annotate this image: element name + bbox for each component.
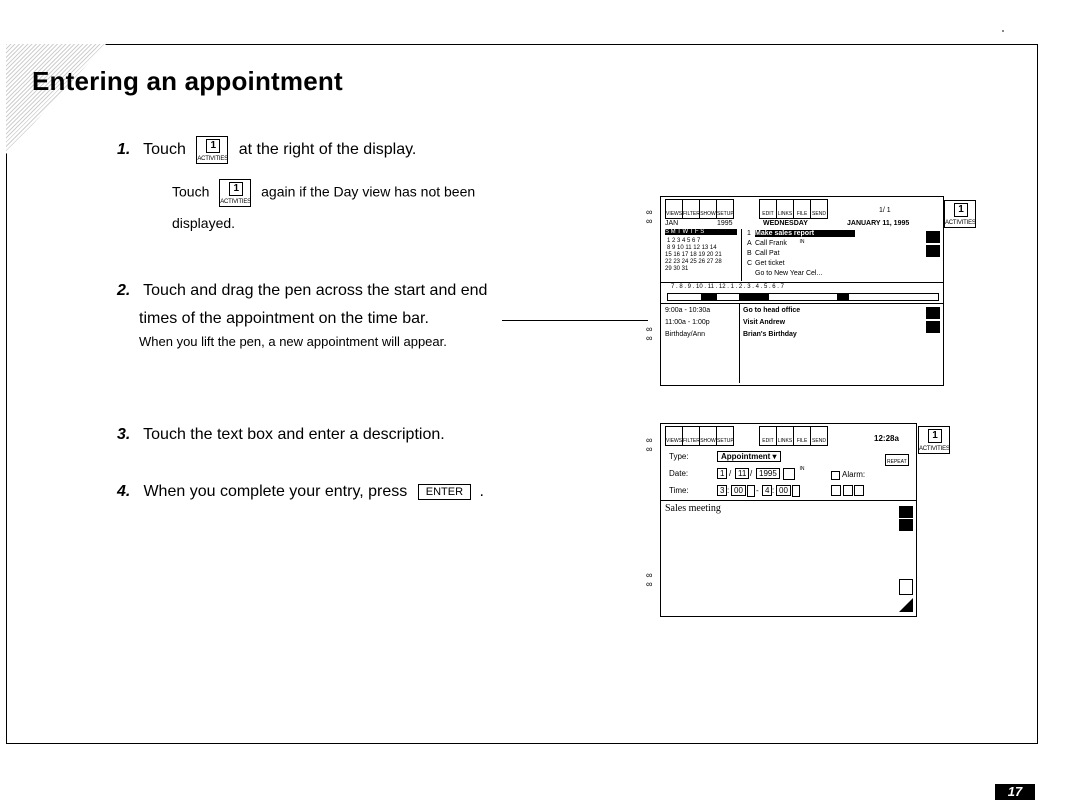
scan-mark xyxy=(1002,30,1004,32)
time-start-hour: 3 xyxy=(717,485,727,496)
date-year: 1995 xyxy=(756,468,780,479)
toolbar-show: SHOW xyxy=(699,426,717,446)
appt-time-2: 11:00a - 1:00p xyxy=(665,319,710,326)
activities-tab-glyph: 1 xyxy=(954,203,968,217)
todo-mark-4: C xyxy=(747,260,753,267)
header-date: JANUARY 11, 1995 xyxy=(847,220,910,227)
step-3 xyxy=(117,426,445,444)
step-2-number: 2. xyxy=(117,282,131,299)
binder-rings-1: ∞ ∞ ∞ ∞ xyxy=(646,207,653,343)
header-day: WEDNESDAY xyxy=(763,220,808,227)
step-1-sub-before: Touch xyxy=(172,183,210,200)
alarm-label: Alarm: xyxy=(842,470,866,479)
resize-corner-icon xyxy=(899,598,913,612)
date-stepper-icon xyxy=(783,468,795,480)
enter-key: ENTER xyxy=(418,484,471,500)
appt-time-1: 9:00a - 10:30a xyxy=(665,307,711,314)
activities-tab-label-2: ACTIVITIES xyxy=(919,446,950,452)
desc-scroll-up-icon xyxy=(899,506,913,518)
appt-text-3: Brian's Birthday xyxy=(743,331,797,338)
callout-leader-line xyxy=(502,320,648,321)
todo-mark-1: 1 xyxy=(747,230,751,237)
alarm-ampm-box xyxy=(854,485,864,496)
time-bar-segment-2 xyxy=(739,294,769,300)
toolbar-file-in: FILE IN xyxy=(793,426,811,446)
activities-page-glyph: 1 xyxy=(229,182,243,196)
appt-text-1: Go to head office xyxy=(743,307,801,314)
toolbar-send: SEND xyxy=(810,426,828,446)
todo-item-2: Call Frank xyxy=(755,240,787,247)
type-label: Type: xyxy=(669,452,689,461)
todo-item-4: Get ticket xyxy=(755,260,785,267)
time-end-minute: 00 xyxy=(776,485,791,496)
scroll-down-icon xyxy=(926,245,940,257)
step-1-number: 1. xyxy=(117,141,131,159)
cal-divider xyxy=(741,229,743,281)
appt-scroll-down-icon xyxy=(926,321,940,333)
time-end-ampm-icon xyxy=(792,485,800,497)
step-4 xyxy=(117,483,484,501)
toolbar-file-in: FILE IN xyxy=(793,199,811,219)
activities-tab-icon xyxy=(944,200,976,228)
toolbar-setup: SETUP xyxy=(716,426,734,446)
alarm-checkbox xyxy=(831,471,840,480)
step-1-sub-after: again if the Day view has not been xyxy=(261,183,476,200)
appt-top-rule xyxy=(661,303,943,305)
step-4-number: 4. xyxy=(117,483,131,500)
toolbar-edit: EDIT xyxy=(759,426,777,446)
toolbar-filter: FILTER xyxy=(682,199,700,219)
time-bar-segment-3 xyxy=(837,294,849,300)
cal-row-2: 8 9 10 11 12 13 14 xyxy=(667,245,717,251)
scroll-up-icon xyxy=(926,231,940,243)
step-4-after: . xyxy=(479,483,484,500)
cal-row-3: 15 16 17 18 19 20 21 xyxy=(665,252,722,258)
time-start-ampm-icon xyxy=(747,485,755,497)
appt-divider xyxy=(739,303,741,383)
toolbar-filter: FILTER xyxy=(682,426,700,446)
page-title: Entering an appointment xyxy=(32,66,343,96)
step-2-line1 xyxy=(117,282,487,300)
time-start-minute: 00 xyxy=(731,485,746,496)
activities-icon xyxy=(196,136,228,164)
step-2-line2: times of the appointment on the time bar. xyxy=(139,310,429,327)
day-view-screenshot xyxy=(660,196,944,386)
description-text: Sales meeting xyxy=(665,503,721,514)
timebar-ticks: 7 . 8 . 9 . 10 . 11 . 12 . 1 . 2 . 3 . 4 . 5 . 6 . 7 xyxy=(671,284,784,290)
toolbar-views: VIEWS xyxy=(665,199,683,219)
activities-page-glyph: 1 xyxy=(206,139,220,153)
new-appointment-screenshot: VIEWS FILTER SHOW SETUP EDIT LINKS FILE IN SEND 12:28a Type: Appointment ▾ REPEAT Date: 1 / 11 / 1995 Alarm: Time: 3 : 00 - 4 : 00 Sales meeting xyxy=(660,423,917,617)
alarm-minute-box xyxy=(843,485,853,496)
desc-scroll-down-icon xyxy=(899,519,913,531)
toolbar-edit: EDIT xyxy=(759,199,777,219)
appt-text-2: Visit Andrew xyxy=(743,319,786,326)
cal-year: 1995 xyxy=(717,220,733,227)
alarm-hour-box xyxy=(831,485,841,496)
step-1-after: at the right of the display. xyxy=(238,141,417,159)
page-indicator: 1/ 1 xyxy=(879,207,891,214)
toolbar-links: LINKS xyxy=(776,199,794,219)
cal-month: JAN xyxy=(665,220,679,227)
activities-label: ACTIVITIES xyxy=(197,156,228,162)
date-month: 1 xyxy=(717,468,727,479)
step-3-number: 3. xyxy=(117,426,131,443)
toolbar-links: LINKS xyxy=(776,426,794,446)
type-value: Appointment xyxy=(721,452,771,461)
desc-page-icon xyxy=(899,579,913,595)
step-2-sub: When you lift the pen, a new appointment will appear. xyxy=(139,334,447,349)
time-label: Time: xyxy=(669,486,689,495)
step-2-text1: Touch and drag the pen across the start and end xyxy=(143,282,488,299)
todo-mark-3: B xyxy=(747,250,752,257)
step-1 xyxy=(117,136,416,164)
activities-icon xyxy=(219,179,251,207)
todo-item-1: Make sales report xyxy=(755,230,855,237)
date-label: Date: xyxy=(669,469,689,478)
step-3-text: Touch the text box and enter a description. xyxy=(143,426,445,443)
binder-rings-2: ∞ ∞ ∞ ∞ xyxy=(646,435,653,589)
toolbar-send: SEND xyxy=(810,199,828,219)
cal-row-1: 1 2 3 4 5 6 7 xyxy=(667,238,701,244)
clock: 12:28a xyxy=(874,434,899,443)
todo-mark-2: A xyxy=(747,240,752,247)
step-1-before: Touch xyxy=(143,141,186,159)
repeat-button: REPEAT xyxy=(885,454,909,466)
step-1-sub-line1 xyxy=(172,179,475,207)
page-number: 17 xyxy=(995,784,1035,800)
todo-item-5: Go to New Year Cel... xyxy=(755,270,823,277)
toolbar-setup: SETUP xyxy=(716,199,734,219)
appt-scroll-up-icon xyxy=(926,307,940,319)
time-end-hour: 4 xyxy=(762,485,772,496)
step-4-before: When you complete your entry, press xyxy=(143,483,408,500)
toolbar-show: SHOW xyxy=(699,199,717,219)
activities-tab-label: ACTIVITIES xyxy=(945,220,976,226)
cal-row-4: 22 23 24 25 26 27 28 xyxy=(665,259,722,265)
activities-tab-icon-2 xyxy=(918,426,950,454)
appt-time-3: Birthday/Ann xyxy=(665,331,706,338)
time-bar-segment-1 xyxy=(701,294,717,300)
cal-weekdays: S M T W T F S xyxy=(665,229,737,235)
cal-row-5: 29 30 31 xyxy=(665,266,689,272)
toolbar-views: VIEWS xyxy=(665,426,683,446)
activities-tab-glyph-2: 1 xyxy=(928,429,942,443)
type-select: Appointment ▾ xyxy=(717,451,781,462)
activities-label: ACTIVITIES xyxy=(220,199,251,205)
step-1-sub-line2: displayed. xyxy=(172,215,236,231)
description-top-rule xyxy=(661,500,916,502)
todo-item-3: Call Pat xyxy=(755,250,780,257)
date-day: 11 xyxy=(735,468,749,479)
